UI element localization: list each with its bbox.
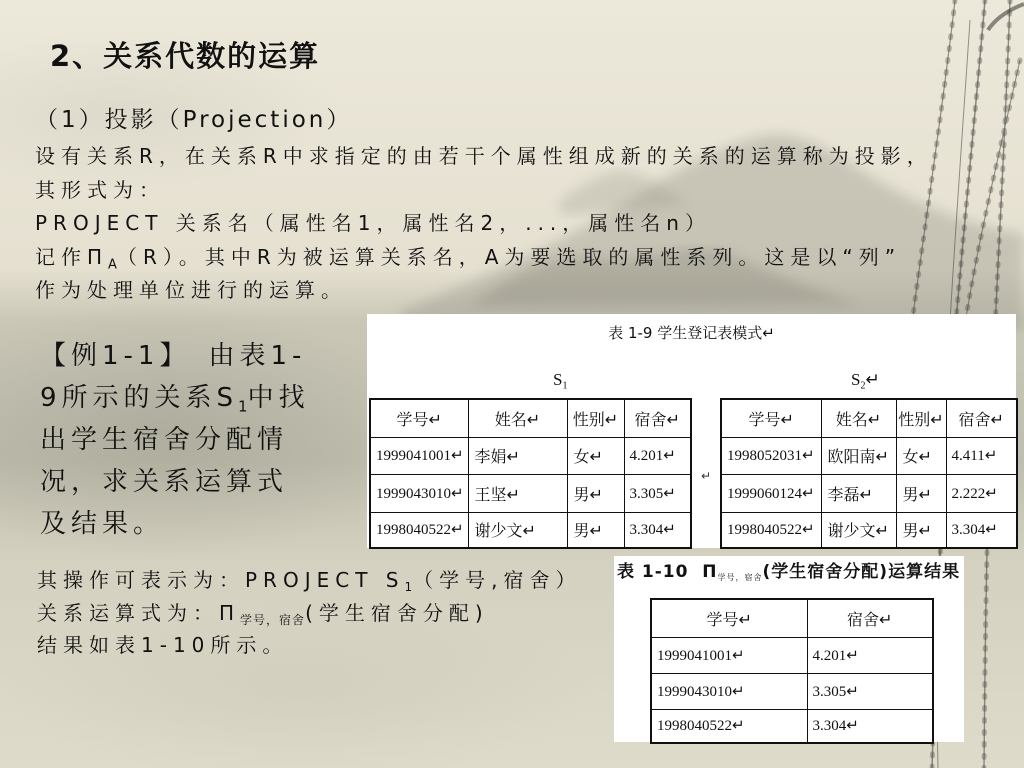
- projection-subscript: 学号，宿舍: [717, 572, 763, 582]
- table-row: [721, 512, 1017, 548]
- cell-student-id: 1999041001↵: [651, 637, 807, 673]
- table-row: [370, 437, 691, 474]
- column-header: 性别↵: [567, 399, 624, 437]
- column-header: 宿舍↵: [946, 399, 1017, 437]
- cell-dorm: 4.411↵: [946, 437, 1017, 474]
- cell-student-id: 1998040522↵: [370, 512, 468, 548]
- relation-subscript: 1: [238, 397, 248, 416]
- table-header-row: [721, 399, 1017, 437]
- cell-dorm: 3.304↵: [624, 512, 691, 548]
- cell-gender: 男↵: [567, 512, 624, 548]
- paragraph-mark: ↵: [865, 370, 880, 389]
- cell-dorm: 2.222↵: [946, 474, 1017, 512]
- table-header-row: [651, 599, 933, 637]
- definition-line-1: 设有关系R，在关系R中求指定的由若干个属性组成新的关系的运算称为投影，: [35, 144, 933, 168]
- cell-name: 欧阳南↵: [821, 437, 896, 474]
- cell-dorm: 4.201↵: [807, 637, 933, 673]
- s2-label: [851, 369, 880, 391]
- cell-student-id: 1998040522↵: [651, 709, 807, 743]
- table-s2: [720, 398, 1018, 549]
- cell-name: 李磊↵: [821, 474, 896, 512]
- cell-name: 谢少文↵: [821, 512, 896, 548]
- cell-gender: 女↵: [567, 437, 624, 474]
- example-line-2-rest: 中找: [247, 383, 310, 413]
- relation-subscript: 1: [404, 580, 414, 595]
- definition-line-4-rest: （R）。其中R为被运算关系名，A为要选取的属性系列。这是以“列”: [116, 244, 902, 269]
- cell-student-id: 1999060124↵: [721, 474, 821, 512]
- definition-line-3: PROJECT 关系名（属性名1，属性名2，...，属性名n）: [35, 211, 711, 235]
- cell-dorm: 3.305↵: [624, 474, 691, 512]
- cell-gender: 男↵: [567, 474, 624, 512]
- table-1-10-caption-rest: (学生宿舍分配)运算结果: [762, 562, 961, 582]
- s2-label-base: S: [851, 370, 861, 389]
- slide-title: 2、关系代数的运算: [50, 39, 321, 73]
- s1-label: [553, 369, 567, 391]
- s1-label-base: S: [553, 370, 563, 389]
- cell-dorm: 4.201↵: [624, 437, 691, 474]
- example-block: [40, 335, 310, 545]
- cell-student-id: 1999041001↵: [370, 437, 468, 474]
- projection-subscript: A: [108, 257, 117, 273]
- table-row: [651, 709, 933, 743]
- table-row: [721, 437, 1017, 474]
- table-row: [651, 673, 933, 709]
- cell-student-id: 1998040522↵: [721, 512, 821, 548]
- example-line-2-text: 9所示的关系S: [40, 383, 239, 413]
- column-header: 姓名↵: [821, 399, 896, 437]
- cell-gender: 男↵: [896, 474, 946, 512]
- operation-line-3: 结果如表1-10所示。: [37, 633, 289, 657]
- operation-line-1: [37, 564, 581, 597]
- table-1-9-image: [367, 314, 1016, 548]
- column-header: 学号↵: [721, 399, 821, 437]
- table-row: [370, 474, 691, 512]
- s1-label-sub: 1: [562, 380, 568, 392]
- cell-name: 王坚↵: [468, 474, 567, 512]
- cell-name: 谢少文↵: [468, 512, 567, 548]
- cell-dorm: 3.304↵: [807, 709, 933, 743]
- table-1-10-image: [614, 556, 964, 742]
- table-1-9-caption: 表 1-9 学生登记表模式↵: [608, 324, 775, 342]
- cell-dorm: 3.305↵: [807, 673, 933, 709]
- definition-line-4-text: 记作Π: [35, 244, 109, 269]
- operation-block: [37, 564, 581, 662]
- operation-line-1-rest: （学号,宿舍）: [413, 568, 582, 592]
- section-heading: （1）投影（Projection）: [35, 107, 353, 133]
- definition-line-5: 作为处理单位进行的运算。: [35, 278, 347, 302]
- column-header: 学号↵: [370, 399, 468, 437]
- column-header: 性别↵: [896, 399, 946, 437]
- cell-name: 李娟↵: [468, 437, 567, 474]
- definition-paragraph: [35, 140, 933, 308]
- table-row: [370, 512, 691, 548]
- operation-line-2-rest: (学生宿舍分配): [305, 600, 489, 625]
- table-row: [721, 474, 1017, 512]
- operation-line-1-text: 其操作可表示为：PROJECT S: [37, 568, 405, 592]
- operation-line-2-text: 关系运算式为：Π: [37, 600, 241, 625]
- example-line-4: 况，求关系运算式: [40, 467, 289, 497]
- cell-dorm: 3.304↵: [946, 512, 1017, 548]
- example-line-2: [40, 377, 310, 419]
- table-1-10-caption-text: 表 1-10 Π: [617, 562, 718, 582]
- s2-label-sub: 2: [860, 380, 866, 392]
- projection-subscript: 学号，宿舍: [240, 612, 306, 627]
- cell-student-id: 1999043010↵: [651, 673, 807, 709]
- table-s1: [369, 398, 692, 549]
- cell-gender: 男↵: [896, 512, 946, 548]
- definition-line-4: [35, 241, 933, 275]
- table-1-10-caption: [617, 560, 960, 584]
- cell-gender: 女↵: [896, 437, 946, 474]
- table-header-row: [370, 399, 691, 437]
- definition-line-2: 其形式为：: [35, 177, 165, 202]
- column-header: 学号↵: [651, 599, 807, 637]
- table-row: [651, 637, 933, 673]
- column-header: 宿舍↵: [807, 599, 933, 637]
- paragraph-mark: ↵: [701, 469, 712, 483]
- column-header: 宿舍↵: [624, 399, 691, 437]
- example-line-1: 【例1-1】 由表1-: [40, 341, 307, 371]
- cell-student-id: 1999043010↵: [370, 474, 468, 512]
- column-header: 姓名↵: [468, 399, 567, 437]
- cell-student-id: 1998052031↵: [721, 437, 821, 474]
- table-result: [650, 598, 934, 744]
- example-line-5: 及结果。: [40, 509, 165, 539]
- operation-line-2: [37, 597, 581, 630]
- example-line-3: 出学生宿舍分配情: [40, 425, 289, 455]
